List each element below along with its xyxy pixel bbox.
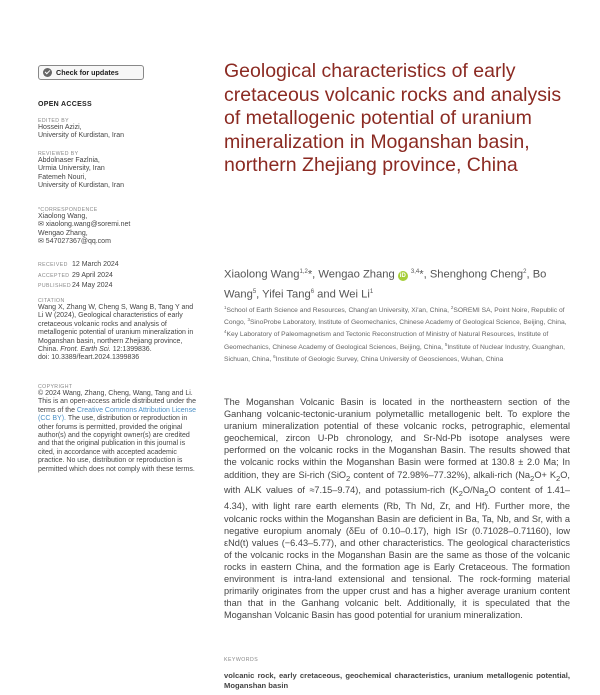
reviewer-affiliation: University of Kurdistan, Iran bbox=[38, 182, 124, 190]
subscript: 2 bbox=[484, 489, 489, 499]
correspondence-section bbox=[38, 207, 200, 247]
keywords: volcanic rock, early cretaceous, geochemical characteristics, uranium metallogenic potential, Moganshan basin bbox=[224, 671, 570, 690]
correspondence-label: *CORRESPONDENCE bbox=[38, 207, 98, 213]
edited-by-label: EDITED BY bbox=[38, 118, 69, 124]
abstract-text: content of 72.98%–77.32%), alkali-rich (Na bbox=[350, 469, 531, 480]
copyright-text bbox=[38, 390, 200, 474]
author-affiliation-ref: 5 bbox=[252, 288, 257, 295]
dates-section bbox=[38, 260, 200, 292]
published-label: PUBLISHED bbox=[38, 283, 72, 289]
reviewed-by-label: REVIEWED BY bbox=[38, 151, 79, 157]
keywords-label: KEYWORDS bbox=[224, 657, 259, 663]
citation-label: CITATION bbox=[38, 298, 65, 304]
corresponding-mark: * bbox=[307, 268, 313, 281]
affiliation-text: School of Earth Science and Resources, Chang'an University, Xi'an, China, bbox=[226, 307, 451, 315]
author-name[interactable]: Shenghong Cheng bbox=[429, 268, 524, 281]
received-date bbox=[38, 260, 200, 271]
citation-doi[interactable]: doi: 10.3389/feart.2024.1399836 bbox=[38, 354, 140, 362]
abstract-text: The Moganshan Volcanic Basin is located in the northeastern section of the Ganhang volcanic-tectonic-uranium polymetallic metallogenic belt. To explore the uranium mineralization potential of these volcanic rocks, petrographic, elemental geochemical, zircon U-Pb chronology, and Sr-Nd-Pb isotope analyses were performed on the volcanic rocks in the Moganshan Basin. The results showed that the volcanic rocks within the Moganshan Basin were formed at 130.8 ± 2.0 Ma; In addition, they are Si-rich (SiO bbox=[224, 397, 570, 480]
reviewer-name: Fatemeh Nouri, bbox=[38, 173, 87, 181]
copyright-body: © 2024 Wang, Zhang, Cheng, Wang, Tang and Li. This is an open-access article distributed under the terms of the bbox=[38, 390, 196, 414]
check-for-updates-label: Check for updates bbox=[56, 68, 119, 77]
open-access-label: OPEN ACCESS bbox=[38, 101, 92, 108]
received-label: RECEIVED bbox=[38, 262, 68, 268]
accepted-date bbox=[38, 271, 200, 282]
author-affiliation-ref: 2 bbox=[523, 269, 527, 275]
affiliation-text: SinoProbe Laboratory, Institute of Geomechanics, Chinese Academy of Geological Science, Beijing, China, bbox=[249, 319, 567, 327]
copyright-body-rest: The use, distribution or reproduction in other forums is permitted, provided the original author(s) and the copyright owner(s) are credited and that the original publication in this journal is cited, in accordance with accepted academic practice. No use, distribution or reproduction is permitted which does not comply with these terms. bbox=[38, 415, 195, 473]
subscript: 2 bbox=[530, 473, 535, 483]
citation-section bbox=[38, 298, 200, 363]
affiliation-number: 4 bbox=[224, 329, 227, 335]
cc-by-license-link[interactable]: Creative Commons Attribution License (CC BY). bbox=[38, 406, 196, 423]
abstract-text: O content of 1.41–4.34), with light rare earth elements (Rb, Th Nd, Zr, and Hf). Further more, the volcanic rocks within the Moganshan Basin are deficient in Ba, Ta, Nb, and Sr, with a negative europium anomaly (δEu of 0.10–0.17), high ISr (0.71028–0.71160), low εNd(t) values (−6.43–5.77), and other characteristics. The geological characteristics of the volcanic rocks in the Moganshan Basin are the same as those of the volcanic rocks in eastern China, and the formation age is Early Cretaceous. The formation environment is intra-land extensional and tensional. The rock-forming material primarily originates from the upper crust and has a higher average uranium content than that in the Ganhang volcanic belt. Additionally, it is speculated that the Moganshan Volcanic Basin has good potential for uranium mineralization. bbox=[224, 485, 570, 621]
accepted-value: 29 April 2024 bbox=[72, 271, 113, 279]
editor-affiliation: University of Kurdistan, Iran bbox=[38, 132, 124, 140]
abstract-text: O, with ALK values of ≈7.15–9.74), and potassium-rich (K bbox=[224, 469, 570, 496]
affiliation-number: 5 bbox=[444, 341, 448, 347]
author-affiliation-ref: 1,2 bbox=[299, 269, 308, 275]
check-for-updates-button[interactable] bbox=[38, 65, 144, 80]
abstract-text: O+ K bbox=[534, 469, 557, 480]
editor-name: Hossein Azizi, bbox=[38, 124, 82, 131]
check-updates-icon bbox=[43, 68, 52, 77]
affiliation-text: Key Laboratory of Paleomagnetism and Tectonic Reconstruction of Ministry of Natural Resources, Institute of Geomechanics, Chinese Academy of Geological Sciences, Beijing, China, bbox=[224, 331, 549, 351]
article-title: Geological characteristics of early cretaceous volcanic rocks and analysis of metallogenic potential of uranium mineralization in Moganshan basin, northern Zhejiang province, China bbox=[224, 60, 562, 176]
published-date bbox=[38, 281, 200, 292]
citation-body: Wang X, Zhang W, Cheng S, Wang B, Tang Y and Li W (2024), Geological characteristics of early cretaceous volcanic rocks and analysis of metallogenic potential of uranium mineralization in Moganshan basin, northern Zhejiang province, China. bbox=[38, 304, 194, 354]
affiliation-text: Institute of Geologic Survey, China University of Geosciences, Wuhan, China bbox=[275, 356, 504, 364]
author-name[interactable]: Bo Wang bbox=[224, 268, 547, 301]
edited-by-section bbox=[38, 118, 200, 141]
affiliation-number: 2 bbox=[450, 305, 454, 310]
copyright-section bbox=[38, 384, 200, 474]
accepted-label: ACCEPTED bbox=[38, 272, 70, 279]
author-name[interactable]: Wengao Zhang bbox=[318, 268, 395, 281]
affiliation-number: 6 bbox=[273, 353, 276, 359]
abstract-text: O/Na bbox=[462, 485, 485, 496]
author-name[interactable]: Yifei Tang bbox=[262, 288, 311, 301]
reviewed-by-section bbox=[38, 151, 200, 191]
affiliation-text: SOREMI SA, Point Noire, Republic of Congo, bbox=[224, 307, 565, 327]
reviewer-affiliation: Urmia University, Iran bbox=[38, 165, 105, 173]
affiliation-number: 3 bbox=[247, 317, 250, 323]
subscript: 2 bbox=[556, 473, 561, 483]
author-affiliation-ref: 6 bbox=[310, 288, 315, 295]
citation-journal: Front. Earth Sci. bbox=[60, 346, 111, 354]
abstract bbox=[224, 396, 570, 621]
correspondent-email[interactable]: ✉ 547027367@qq.com bbox=[38, 238, 111, 246]
received-value: 12 March 2024 bbox=[72, 261, 119, 268]
correspondent-email[interactable]: ✉ xiaolong.wang@soremi.net bbox=[38, 221, 131, 229]
citation-volume: 12:1399836. bbox=[112, 346, 152, 354]
published-value: 24 May 2024 bbox=[72, 282, 113, 289]
reviewer-name: Abdolnaser Fazlnia, bbox=[38, 157, 100, 164]
author-affiliation-ref: 3,4 bbox=[410, 269, 420, 275]
author-name[interactable]: Xiaolong Wang bbox=[224, 268, 300, 281]
copyright-label: COPYRIGHT bbox=[38, 384, 73, 390]
citation-text bbox=[38, 304, 200, 363]
correspondent-name: Xiaolong Wang, bbox=[38, 213, 88, 220]
correspondent-name: Wengao Zhang, bbox=[38, 229, 88, 237]
author-name[interactable]: Wei Li bbox=[338, 288, 370, 301]
affiliations bbox=[224, 303, 572, 364]
affiliation-text: Institute of Nuclear Industry, Guanghan, Sichuan, China, bbox=[224, 343, 566, 364]
author-list: Xiaolong Wang$^{1,2}$*, Wengao Zhang iD $^{3,4}$*, Shenghong Cheng$^2$, Bo Wang$^5$, Yifei Tang$^6$ and Wei Li$^1$ bbox=[224, 268, 547, 301]
subscript: 2 bbox=[458, 489, 463, 499]
affiliation-number: 1 bbox=[224, 305, 227, 310]
author-affiliation-ref: 1 bbox=[369, 288, 374, 295]
subscript: 2 bbox=[346, 473, 351, 483]
corresponding-mark: * bbox=[419, 268, 424, 281]
orcid-icon[interactable]: iD bbox=[399, 272, 406, 279]
